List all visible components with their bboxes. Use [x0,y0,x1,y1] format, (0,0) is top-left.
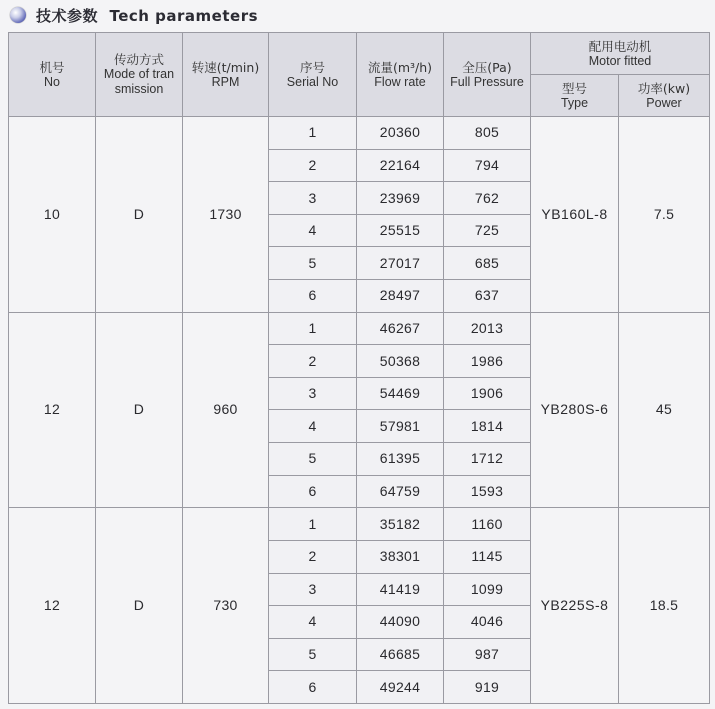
cell-full-pressure: 725 [444,214,531,247]
header-serial-en: Serial No [286,74,339,89]
header-flow-cn: 流量(m³/h) [367,59,433,75]
cell-serial: 3 [269,377,357,410]
table-row [9,312,710,345]
table-row [9,117,710,150]
header-machine-no-en: No [44,74,60,89]
cell-serial: 4 [269,410,357,443]
cell-flow-rate: 44090 [357,606,444,639]
header-type-en: Type [560,95,589,110]
header-transmission-cn: 传动方式 [113,52,164,67]
cell-full-pressure: 1160 [444,508,531,541]
cell-full-pressure: 919 [444,671,531,704]
cell-machine-no: 12 [9,312,96,508]
cell-serial: 2 [269,540,357,573]
cell-flow-rate: 28497 [357,280,444,313]
header-serial-cn: 序号 [299,59,325,75]
cell-full-pressure: 805 [444,117,531,150]
header-transmission [96,33,183,117]
header-transmission-en2: smission [114,82,164,96]
cell-rpm: 960 [183,312,269,508]
cell-serial: 1 [269,312,357,345]
cell-serial: 5 [269,443,357,476]
header-type-cn: 型号 [561,80,587,96]
cell-transmission: D [96,508,183,704]
header-motor-en: Motor fitted [588,53,652,68]
cell-serial: 2 [269,345,357,378]
header-machine-no [9,33,96,117]
cell-serial: 6 [269,671,357,704]
cell-full-pressure: 1099 [444,573,531,606]
header-power [619,75,710,117]
cell-serial: 6 [269,475,357,508]
cell-flow-rate: 38301 [357,540,444,573]
cell-rpm: 1730 [183,117,269,313]
header-motor [531,33,710,75]
tech-parameters-table [8,32,710,704]
cell-motor-type: YB280S-6 [531,312,619,508]
cell-rpm: 730 [183,508,269,704]
cell-full-pressure: 1814 [444,410,531,443]
section-title-text [36,5,258,26]
cell-serial: 5 [269,638,357,671]
table-body [9,117,710,704]
cell-flow-rate: 35182 [357,508,444,541]
cell-serial: 3 [269,182,357,215]
cell-flow-rate: 49244 [357,671,444,704]
cell-motor-power: 18.5 [619,508,710,704]
cell-full-pressure: 637 [444,280,531,313]
table-row [9,508,710,541]
header-speed [183,33,269,117]
cell-serial: 1 [269,508,357,541]
header-type [531,75,619,117]
header-machine-no-cn: 机号 [39,59,65,75]
cell-flow-rate: 22164 [357,149,444,182]
header-power-en: Power [646,95,682,110]
header-speed-en: RPM [211,74,240,89]
cell-full-pressure: 762 [444,182,531,215]
cell-serial: 3 [269,573,357,606]
header-speed-cn: 转速(t/min) [191,59,260,75]
cell-serial: 4 [269,606,357,639]
cell-full-pressure: 2013 [444,312,531,345]
title-en: Tech parameters [109,6,259,25]
bullet-icon [10,7,26,23]
cell-flow-rate: 64759 [357,475,444,508]
cell-flow-rate: 23969 [357,182,444,215]
header-pressure-en: Full Pressure [450,74,524,89]
cell-full-pressure: 1145 [444,540,531,573]
cell-full-pressure: 4046 [444,606,531,639]
cell-motor-power: 7.5 [619,117,710,313]
title-cn: 技术参数 [36,6,99,25]
cell-flow-rate: 50368 [357,345,444,378]
cell-full-pressure: 685 [444,247,531,280]
cell-serial: 4 [269,214,357,247]
cell-flow-rate: 46685 [357,638,444,671]
cell-full-pressure: 1906 [444,377,531,410]
cell-motor-type: YB225S-8 [531,508,619,704]
cell-flow-rate: 57981 [357,410,444,443]
header-transmission-en1: Mode of tran [103,67,175,81]
cell-full-pressure: 794 [444,149,531,182]
cell-serial: 6 [269,280,357,313]
header-flow [357,33,444,117]
header-pressure-cn: 全压(Pa) [462,59,512,75]
cell-full-pressure: 1593 [444,475,531,508]
cell-full-pressure: 1712 [444,443,531,476]
header-flow-en: Flow rate [374,74,426,89]
section-title [10,4,258,26]
header-pressure [444,33,531,117]
cell-machine-no: 10 [9,117,96,313]
cell-flow-rate: 25515 [357,214,444,247]
cell-motor-type: YB160L-8 [531,117,619,313]
cell-full-pressure: 987 [444,638,531,671]
cell-serial: 1 [269,117,357,150]
cell-serial: 2 [269,149,357,182]
cell-transmission: D [96,312,183,508]
header-power-cn: 功率(kw) [637,80,691,96]
cell-flow-rate: 27017 [357,247,444,280]
cell-flow-rate: 61395 [357,443,444,476]
cell-flow-rate: 46267 [357,312,444,345]
cell-serial: 5 [269,247,357,280]
cell-motor-power: 45 [619,312,710,508]
cell-flow-rate: 41419 [357,573,444,606]
cell-flow-rate: 54469 [357,377,444,410]
cell-transmission: D [96,117,183,313]
cell-machine-no: 12 [9,508,96,704]
header-motor-cn: 配用电动机 [588,38,652,54]
header-serial [269,33,357,117]
cell-full-pressure: 1986 [444,345,531,378]
cell-flow-rate: 20360 [357,117,444,150]
